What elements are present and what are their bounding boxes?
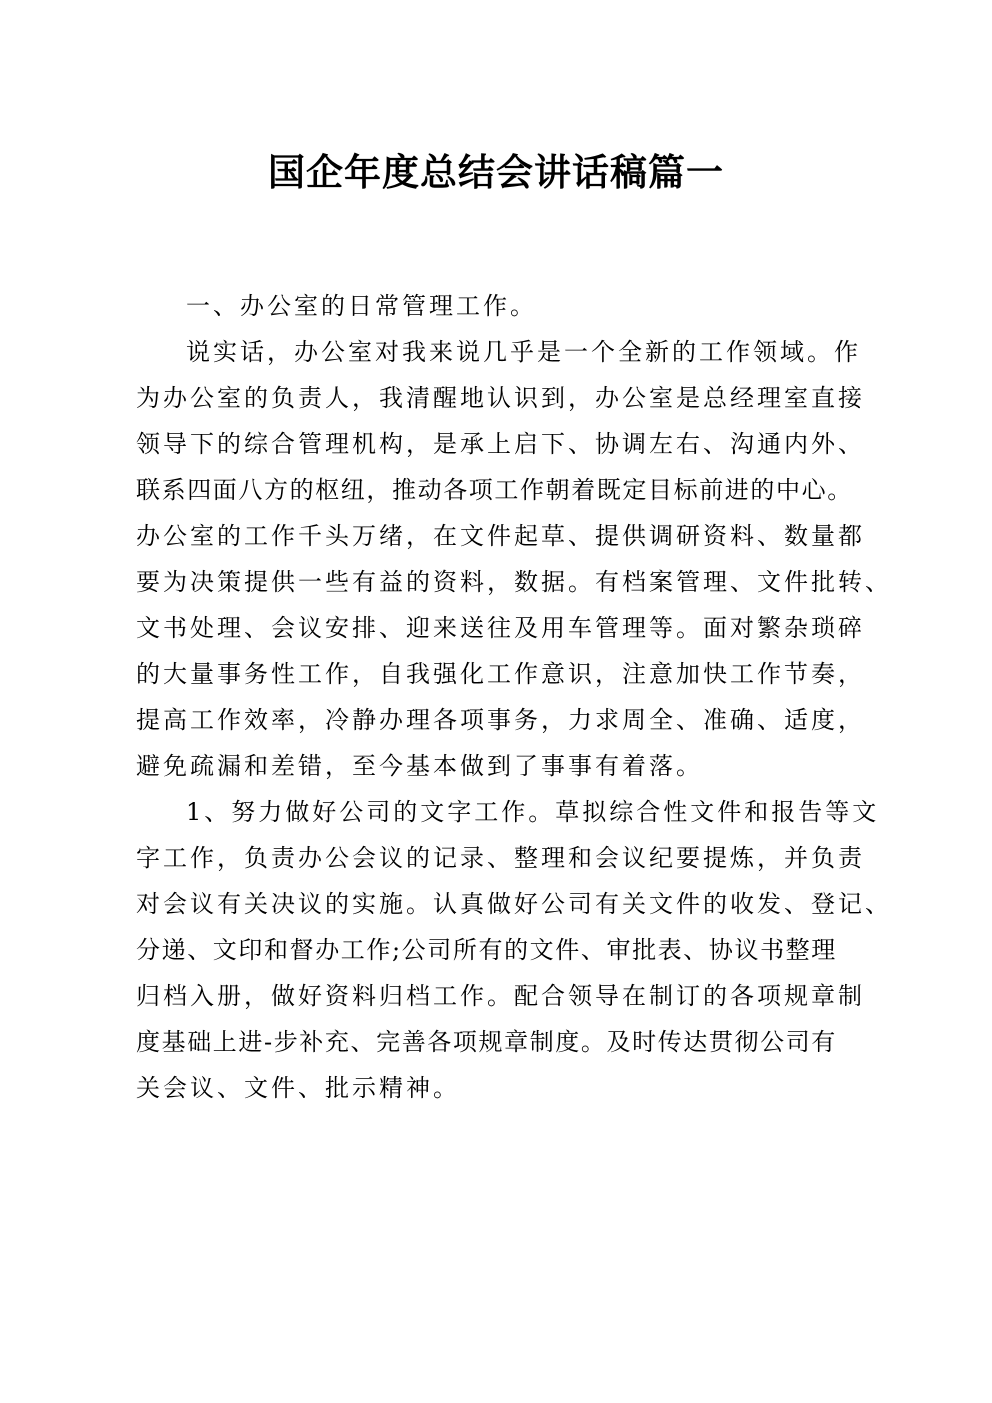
document-title: 国企年度总结会讲话稿篇一 (268, 151, 724, 194)
text-line: 避免疏漏和差错，至今基本做到了事事有着落。 (136, 752, 703, 780)
text-line: 提高工作效率，冷静办理各项事务，力求周全、准确、适度， (136, 706, 865, 734)
text-line: 领导下的综合管理机构，是承上启下、协调左右、沟通内外、 (136, 430, 865, 458)
text-line: 办公室的工作千头万绪，在文件起草、提供调研资料、数量都 (136, 522, 865, 550)
text-line: 字工作，负责办公会议的记录、整理和会议纪要提炼，并负责 (136, 844, 865, 872)
text-line: 联系四面八方的枢纽，推动各项工作朝着既定目标前进的中心。 (136, 476, 853, 504)
paragraph-writing-work (136, 789, 892, 1111)
text-line: 文书处理、会议安排、迎来送往及用车管理等。面对繁杂琐碎 (136, 614, 865, 642)
text-line: 度基础上进-步补充、完善各项规章制度。及时传达贯彻公司有 (136, 1028, 837, 1056)
document-body (136, 283, 892, 1111)
text-line: 对会议有关决议的实施。认真做好公司有关文件的收发、登记、 (136, 890, 892, 918)
paragraph-office-overview (136, 329, 892, 789)
text-line: 要为决策提供一些有益的资料，数据。有档案管理、文件批转、 (136, 568, 892, 596)
text-line: 归档入册，做好资料归档工作。配合领导在制订的各项规章制 (136, 982, 865, 1010)
text-line: 分递、文印和督办工作;公司所有的文件、审批表、协议书整理 (136, 936, 837, 964)
paragraph-heading-1 (136, 283, 876, 329)
text-line: 为办公室的负责人，我清醒地认识到，办公室是总经理室直接 (136, 384, 865, 412)
text-line: 一、办公室的日常管理工作。 (186, 292, 537, 320)
text-line: 的大量事务性工作，自我强化工作意识，注意加快工作节奏， (136, 660, 865, 688)
text-line: 1、努力做好公司的文字工作。草拟综合性文件和报告等文 (186, 798, 880, 826)
text-line: 说实话，办公室对我来说几乎是一个全新的工作领域。作 (186, 338, 861, 366)
text-line: 关会议、文件、批示精神。 (136, 1074, 460, 1102)
